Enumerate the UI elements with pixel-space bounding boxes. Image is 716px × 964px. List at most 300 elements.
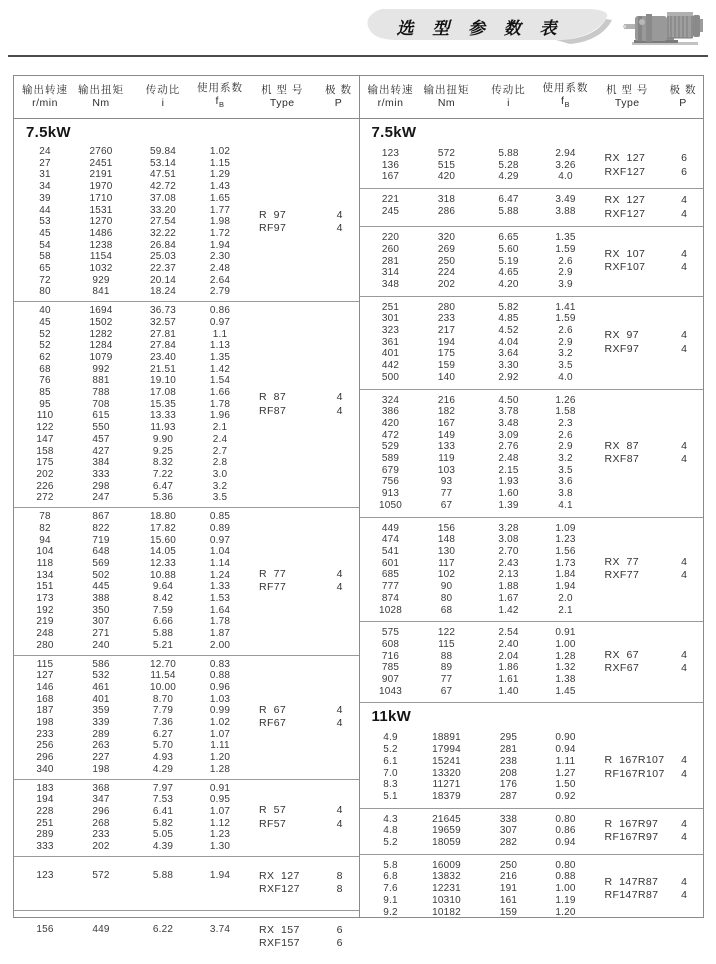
gear-block — [14, 856, 359, 910]
model-type: RXF67 — [604, 662, 640, 675]
gear-block-rows — [14, 305, 246, 504]
data-cell: 3.64 — [498, 348, 519, 360]
data-row — [14, 558, 246, 570]
data-cell: 4.52 — [498, 325, 519, 337]
data-cell: 5.05 — [152, 829, 174, 841]
data-cell: 296 — [92, 805, 110, 817]
data-cell: 608 — [381, 638, 400, 650]
data-cell: 194 — [437, 336, 456, 348]
data-cell: 472 — [381, 429, 400, 441]
type-pole-cell — [246, 870, 359, 897]
data-cell: 2760 — [89, 146, 113, 157]
model-type: R 87 — [259, 391, 287, 404]
header-poles: 极 数 P — [325, 84, 352, 109]
data-cell: 4.0 — [558, 171, 573, 183]
data-row — [14, 492, 246, 504]
data-row — [14, 251, 246, 263]
data-row — [14, 399, 246, 411]
header-torque: 输出扭矩 Nm — [78, 84, 124, 109]
data-row — [14, 146, 246, 158]
data-cell: 339 — [92, 717, 110, 729]
type-line — [592, 889, 704, 903]
data-cell: 2.64 — [209, 274, 231, 286]
data-row — [14, 818, 246, 830]
type-pole-cell — [246, 146, 359, 298]
data-row — [360, 768, 592, 780]
data-cell: 52 — [39, 340, 51, 352]
data-cell: 11.54 — [150, 670, 176, 682]
data-cell: 420 — [437, 171, 456, 183]
data-cell: 281 — [499, 744, 518, 756]
data-cell: 1.39 — [498, 499, 519, 511]
data-row — [360, 206, 592, 218]
data-cell: 4.65 — [498, 267, 519, 279]
data-row — [14, 764, 246, 776]
data-row — [14, 535, 246, 547]
data-cell: 777 — [381, 581, 400, 593]
data-cell: 102 — [437, 569, 456, 581]
data-cell: 318 — [437, 194, 456, 206]
data-cell: 27 — [39, 157, 51, 169]
data-cell: 388 — [92, 593, 110, 605]
data-cell: 601 — [381, 557, 400, 569]
data-cell: 45 — [39, 227, 51, 239]
power-section — [14, 119, 359, 964]
data-cell: 719 — [92, 534, 110, 546]
data-cell: 874 — [381, 592, 400, 604]
data-cell: 449 — [381, 522, 400, 534]
data-cell: 156 — [437, 522, 456, 534]
pole-count: 8 — [336, 869, 343, 882]
type-pole-cell — [592, 627, 704, 697]
gear-block-rows — [360, 148, 592, 183]
data-row — [14, 387, 246, 399]
gearmotor-icon — [622, 2, 706, 50]
data-cell: 6.27 — [152, 728, 174, 740]
data-cell: 1.38 — [555, 674, 576, 686]
data-cell: 1043 — [378, 685, 403, 697]
data-cell: 47.51 — [149, 169, 177, 181]
data-cell: 4.20 — [498, 278, 519, 290]
gear-block — [360, 517, 704, 622]
data-cell: 3.2 — [558, 348, 573, 360]
pole-count: 4 — [336, 703, 343, 716]
data-row — [360, 674, 592, 686]
data-cell: 1.27 — [555, 767, 576, 779]
data-row — [360, 534, 592, 546]
gear-block-rows — [14, 511, 246, 651]
pole-count: 6 — [336, 923, 343, 936]
data-cell: 5.21 — [152, 639, 174, 651]
pole-count: 4 — [336, 391, 343, 404]
data-row — [14, 340, 246, 352]
type-line — [246, 405, 359, 419]
data-cell: 77 — [440, 674, 453, 686]
data-row — [360, 814, 592, 826]
data-cell: 240 — [92, 639, 110, 651]
data-cell: 1.98 — [209, 216, 231, 228]
pole-count: 4 — [336, 804, 343, 817]
gear-block — [14, 143, 359, 301]
data-cell: 5.36 — [152, 492, 174, 504]
data-cell: 569 — [92, 557, 110, 569]
data-cell: 822 — [92, 522, 110, 534]
data-cell: 992 — [92, 363, 110, 375]
pole-count: 4 — [336, 222, 343, 235]
data-cell: 3.5 — [558, 464, 573, 476]
pole-count: 4 — [336, 581, 343, 594]
data-cell: 0.89 — [209, 522, 231, 534]
model-type: R 77 — [259, 567, 287, 580]
data-cell: 0.85 — [209, 511, 231, 523]
data-cell: 1710 — [89, 192, 113, 204]
pole-count: 4 — [681, 889, 687, 901]
data-cell: 4.04 — [498, 336, 519, 348]
page-header — [0, 0, 716, 58]
data-cell: 173 — [36, 593, 54, 605]
data-cell: 2.48 — [498, 453, 519, 465]
pole-count: 4 — [336, 717, 343, 730]
data-cell: 7.97 — [152, 782, 174, 794]
data-cell: 130 — [437, 545, 456, 557]
data-cell: 9.1 — [383, 894, 398, 906]
data-cell: 1.65 — [209, 192, 231, 204]
data-cell: 1.07 — [209, 805, 231, 817]
data-cell: 2.04 — [498, 650, 519, 662]
type-line — [592, 754, 704, 768]
model-type: RF57 — [259, 817, 287, 830]
data-cell: 250 — [499, 859, 518, 871]
data-cell: 1.66 — [209, 387, 231, 399]
data-cell: 1.58 — [555, 406, 576, 418]
data-cell: 27.54 — [149, 216, 177, 228]
data-cell: 65 — [39, 263, 51, 275]
data-cell: 2.1 — [212, 422, 228, 434]
data-cell: 233 — [437, 313, 456, 325]
data-cell: 361 — [381, 336, 400, 348]
data-row — [14, 305, 246, 317]
gear-block-rows — [360, 194, 592, 221]
pole-count: 8 — [336, 883, 343, 896]
data-cell: 314 — [381, 267, 400, 279]
data-cell: 386 — [381, 406, 400, 418]
data-cell: 3.08 — [498, 534, 519, 546]
pole-count: 6 — [681, 152, 687, 165]
data-cell: 19659 — [432, 825, 461, 837]
gear-block-rows — [14, 146, 246, 298]
data-cell: 159 — [437, 360, 456, 372]
data-cell: 4.3 — [383, 813, 398, 825]
data-cell: 18059 — [432, 837, 461, 849]
pole-count: 4 — [681, 247, 687, 260]
power-section — [360, 119, 704, 702]
data-cell: 280 — [437, 301, 456, 313]
data-cell: 147 — [36, 433, 54, 445]
page-title: 选 型 参 数 表 — [396, 19, 564, 38]
data-cell: 881 — [92, 375, 110, 387]
data-cell: 2.9 — [558, 267, 573, 279]
data-row — [14, 275, 246, 287]
model-type: RXF107 — [604, 261, 646, 274]
data-cell: 9.90 — [152, 433, 174, 445]
data-cell: 16009 — [432, 859, 461, 871]
data-cell: 1.20 — [555, 906, 576, 918]
data-cell: 2.40 — [498, 638, 519, 650]
data-cell: 122 — [437, 627, 456, 639]
data-cell: 1.78 — [209, 398, 231, 410]
gear-block-rows — [360, 302, 592, 384]
data-cell: 22.37 — [149, 263, 177, 275]
gear-block-rows — [360, 395, 592, 512]
data-cell: 301 — [381, 313, 400, 325]
data-cell: 0.91 — [209, 782, 231, 794]
data-cell: 5.28 — [498, 159, 519, 171]
data-cell: 136 — [381, 159, 400, 171]
data-row — [14, 841, 246, 853]
data-cell: 5.82 — [152, 817, 174, 829]
data-row — [360, 488, 592, 500]
data-cell: 1.35 — [209, 351, 231, 363]
data-cell: 198 — [36, 717, 54, 729]
data-cell: 62 — [39, 351, 51, 363]
data-cell: 1.35 — [555, 232, 576, 244]
data-cell: 15.35 — [149, 398, 177, 410]
data-cell: 2.30 — [209, 251, 231, 263]
data-cell: 110 — [36, 410, 54, 422]
gear-block — [360, 143, 704, 188]
data-cell: 2.1 — [558, 604, 573, 616]
data-row — [360, 523, 592, 535]
pole-count: 6 — [336, 937, 343, 950]
data-row — [14, 783, 246, 795]
data-cell: 7.6 — [383, 883, 398, 895]
gear-block-rows — [14, 659, 246, 776]
data-cell: 340 — [36, 763, 54, 775]
type-line — [246, 717, 359, 731]
type-line — [246, 581, 359, 595]
data-cell: 1.45 — [555, 685, 576, 697]
type-pole-cell — [592, 860, 704, 919]
data-cell: 296 — [36, 752, 54, 764]
data-row — [14, 205, 246, 217]
data-cell: 44 — [39, 204, 51, 216]
data-cell: 648 — [92, 546, 110, 558]
data-cell: 1.53 — [209, 593, 231, 605]
data-cell: 1284 — [89, 340, 113, 352]
data-cell: 26.84 — [149, 239, 177, 251]
data-cell: 0.91 — [555, 627, 576, 639]
data-cell: 233 — [92, 829, 110, 841]
data-cell: 785 — [381, 662, 400, 674]
data-cell: 708 — [92, 398, 110, 410]
data-cell: 320 — [437, 232, 456, 244]
data-cell: 679 — [381, 464, 400, 476]
model-type: RX 127 — [604, 194, 646, 207]
data-cell: 268 — [92, 817, 110, 829]
data-row — [14, 216, 246, 228]
data-row — [360, 569, 592, 581]
data-cell: 12231 — [432, 883, 461, 895]
pole-count: 4 — [681, 453, 687, 466]
data-cell: 7.36 — [152, 717, 174, 729]
data-cell: 3.48 — [498, 417, 519, 429]
gear-block-rows — [360, 523, 592, 617]
data-cell: 9.64 — [152, 581, 174, 593]
gear-block-rows — [14, 870, 246, 897]
data-row — [14, 605, 246, 617]
data-cell: 176 — [499, 779, 518, 791]
data-cell: 295 — [499, 732, 518, 744]
column-header-row — [360, 76, 704, 119]
data-cell: 1.28 — [555, 650, 576, 662]
data-cell: 572 — [437, 148, 456, 159]
gear-block — [14, 301, 359, 507]
data-row — [360, 627, 592, 639]
data-row — [14, 682, 246, 694]
data-cell: 2.6 — [558, 255, 573, 267]
data-cell: 67 — [440, 499, 453, 511]
data-cell: 3.2 — [212, 480, 228, 492]
data-cell: 104 — [36, 546, 54, 558]
data-cell: 1.42 — [498, 604, 519, 616]
data-row — [14, 870, 246, 882]
table-right-half — [359, 76, 704, 917]
data-row — [360, 686, 592, 698]
data-cell: 5.19 — [498, 255, 519, 267]
model-type: RF167R107 — [604, 767, 665, 780]
data-cell: 133 — [437, 441, 456, 453]
data-cell: 42.72 — [149, 181, 177, 193]
type-line — [592, 818, 704, 832]
type-pole-cell — [592, 232, 704, 291]
data-cell: 1154 — [89, 251, 113, 263]
data-cell: 1.94 — [555, 581, 576, 593]
data-cell: 841 — [92, 286, 110, 298]
data-row — [14, 794, 246, 806]
data-cell: 1079 — [89, 351, 113, 363]
data-row — [14, 628, 246, 640]
data-cell: 32.57 — [149, 316, 177, 328]
gear-block — [360, 727, 704, 807]
model-type: RF167R97 — [604, 831, 659, 844]
data-cell: 3.5 — [212, 492, 228, 504]
data-cell: 148 — [437, 534, 456, 546]
data-cell: 1.04 — [209, 546, 231, 558]
data-cell: 59.84 — [149, 146, 177, 157]
data-cell: 1.86 — [498, 662, 519, 674]
type-pole-cell — [592, 814, 704, 849]
data-row — [14, 829, 246, 841]
data-cell: 4.29 — [152, 763, 174, 775]
data-cell: 175 — [437, 348, 456, 360]
data-cell: 5.88 — [498, 148, 519, 159]
model-type: RX 107 — [604, 247, 646, 260]
model-type: R 67 — [259, 703, 287, 716]
data-cell: 586 — [92, 658, 110, 670]
data-cell: 103 — [437, 464, 456, 476]
data-cell: 15.60 — [149, 534, 177, 546]
data-cell: 1.29 — [209, 169, 231, 181]
data-cell: 1.11 — [210, 740, 230, 752]
data-cell: 9.2 — [383, 906, 398, 918]
data-cell: 224 — [437, 267, 456, 279]
data-cell: 286 — [437, 205, 456, 217]
data-cell: 216 — [437, 394, 456, 406]
pole-count: 4 — [681, 207, 687, 220]
data-cell: 1.94 — [209, 239, 231, 251]
data-cell: 191 — [499, 883, 518, 895]
data-cell: 0.83 — [209, 658, 231, 670]
data-row — [360, 791, 592, 803]
model-type: R 167R107 — [604, 754, 665, 767]
table-left-half — [14, 76, 359, 950]
data-row — [360, 500, 592, 512]
data-cell: 93 — [440, 476, 453, 488]
data-row — [14, 352, 246, 364]
data-cell: 54 — [39, 239, 51, 251]
data-cell: 550 — [92, 422, 110, 434]
data-row — [360, 453, 592, 465]
data-row — [360, 171, 592, 183]
header-type: 机 型 号 Type — [261, 84, 304, 109]
data-row — [360, 325, 592, 337]
model-type: RX 67 — [604, 648, 639, 661]
gear-block — [360, 854, 704, 924]
data-cell: 401 — [92, 693, 110, 705]
data-cell: 68 — [39, 363, 51, 375]
model-type: R 147R87 — [604, 875, 659, 888]
data-row — [14, 364, 246, 376]
data-cell: 572 — [92, 869, 110, 881]
type-line — [592, 556, 704, 570]
data-row — [14, 581, 246, 593]
data-cell: 0.97 — [209, 534, 231, 546]
data-cell: 123 — [381, 148, 400, 159]
data-cell: 1.19 — [555, 894, 576, 906]
type-line — [592, 261, 704, 275]
type-line — [246, 222, 359, 236]
table-right-body — [360, 119, 704, 923]
data-row — [14, 670, 246, 682]
data-cell: 82 — [39, 522, 51, 534]
data-cell: 0.94 — [555, 744, 576, 756]
data-cell: 5.88 — [152, 628, 174, 640]
data-cell: 442 — [381, 360, 400, 372]
data-cell: 1.61 — [498, 674, 519, 686]
data-row — [14, 263, 246, 275]
data-cell: 1.20 — [209, 752, 231, 764]
gear-block — [360, 621, 704, 702]
type-line — [246, 818, 359, 832]
data-cell: 6.47 — [498, 194, 519, 206]
type-line — [592, 649, 704, 663]
data-row — [360, 302, 592, 314]
data-row — [14, 469, 246, 481]
data-cell: 68 — [440, 604, 453, 616]
pole-count: 4 — [681, 342, 687, 355]
gear-block-rows — [360, 627, 592, 697]
data-cell: 134 — [36, 569, 54, 581]
model-type: RX 127 — [604, 152, 646, 165]
header-speed: 输出转速 r/min — [22, 84, 68, 109]
data-cell: 1.32 — [555, 662, 576, 674]
data-cell: 1.24 — [209, 569, 231, 581]
header-service-factor: 使用系数 $f_B$ — [197, 82, 243, 110]
pole-count: 4 — [681, 261, 687, 274]
pole-count: 4 — [681, 648, 687, 661]
data-cell: 90 — [440, 581, 453, 593]
data-cell: 5.88 — [498, 205, 519, 217]
